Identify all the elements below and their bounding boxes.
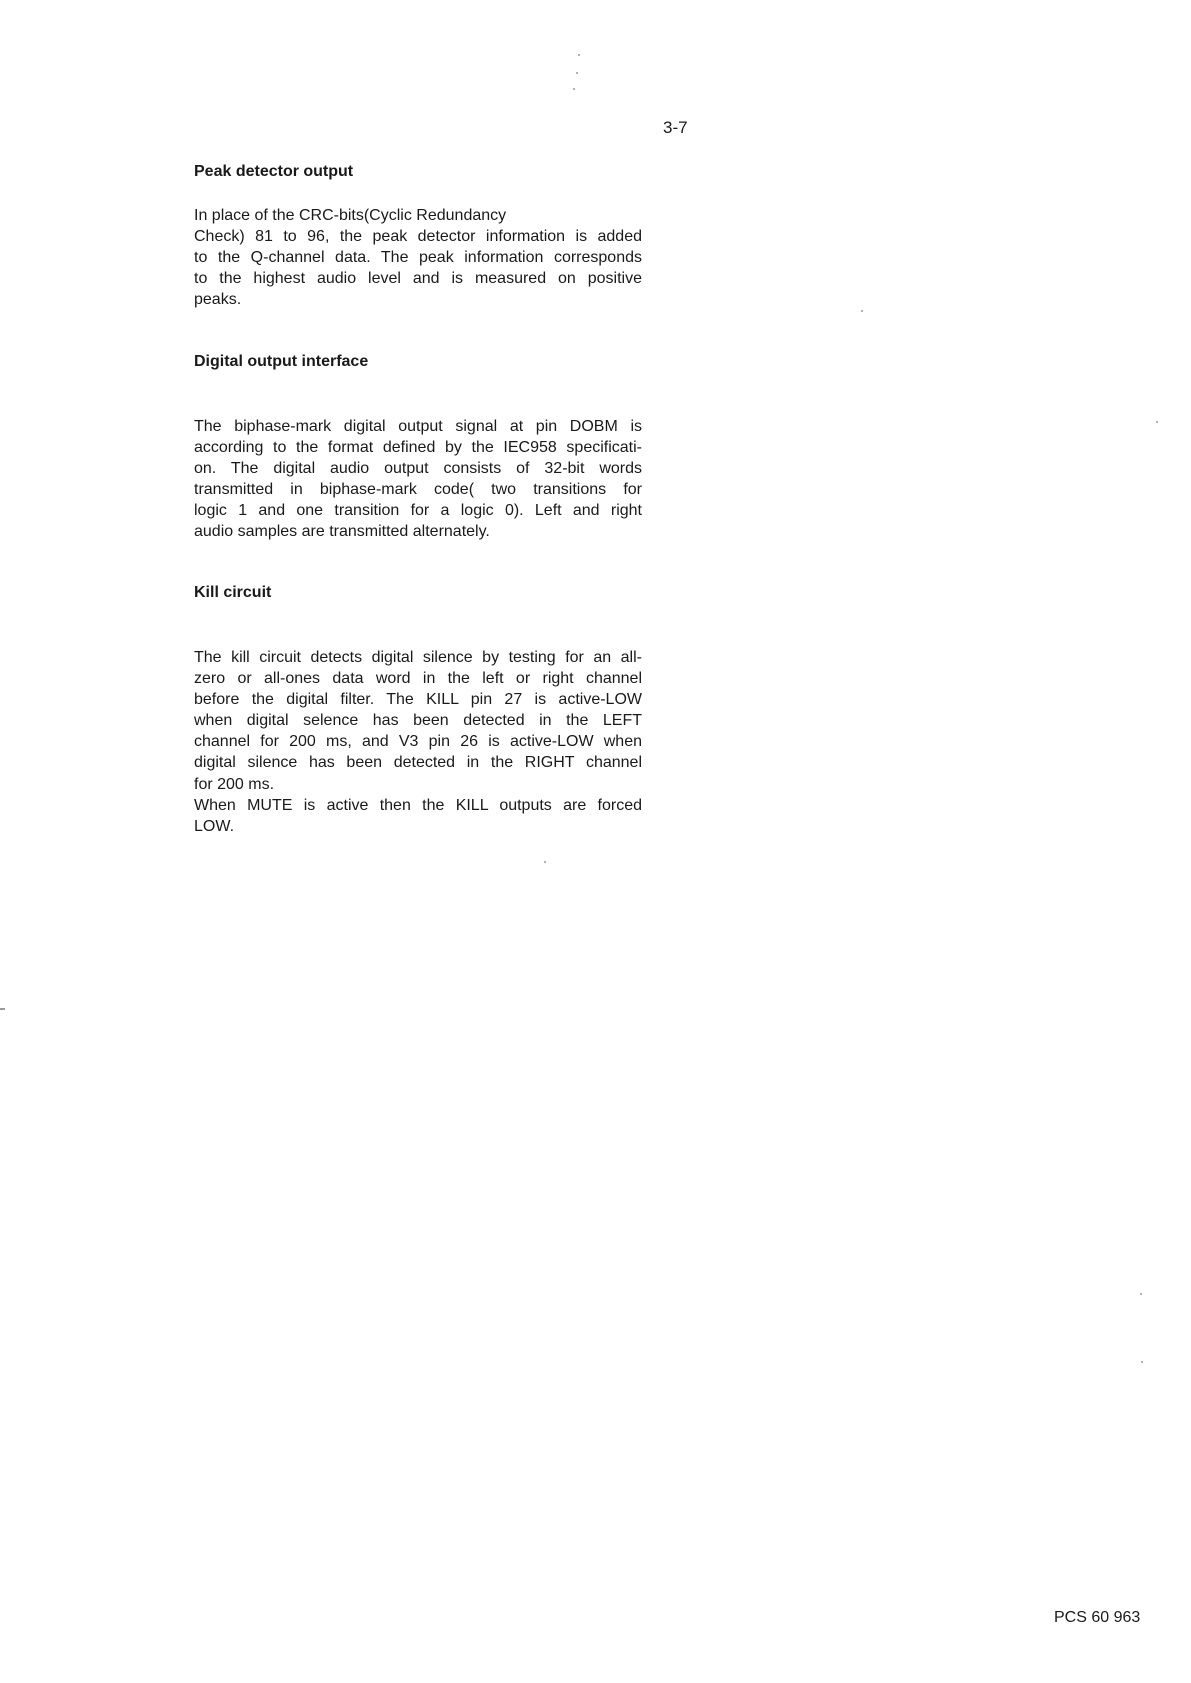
paragraph-line: zero or all-ones data word in the left or right channel <box>194 670 642 688</box>
paragraph-line: The kill circuit detects digital silence by testing for an all- <box>194 649 642 666</box>
scan-speck <box>576 72 578 74</box>
paragraph-line: to the highest audio level and is measured on positive <box>194 270 642 288</box>
paragraph-line: according to the format defined by the IEC958 specificati- <box>194 439 642 457</box>
paragraph-line: channel for 200 ms, and V3 pin 26 is active-LOW when <box>194 733 642 751</box>
section-heading-peak-detector: Peak detector output <box>194 163 354 180</box>
scan-speck <box>0 1008 5 1010</box>
paragraph-line: The biphase-mark digital output signal at pin DOBM is <box>194 418 642 435</box>
section-heading-kill-circuit: Kill circuit <box>194 584 272 601</box>
paragraph-line: When MUTE is active then the KILL outputs are forced <box>194 796 642 814</box>
paragraph-line: audio samples are transmitted alternately. <box>194 523 490 541</box>
scan-speck <box>1141 1361 1143 1363</box>
page-number: 3-7 <box>663 118 688 137</box>
scan-speck <box>1140 1293 1142 1295</box>
scan-speck <box>573 88 575 90</box>
scan-speck <box>1156 421 1158 423</box>
paragraph-line: peaks. <box>194 291 242 309</box>
paragraph-line: In place of the CRC-bits(Cyclic Redundancy <box>194 207 507 224</box>
paragraph-kill-circuit <box>194 647 642 837</box>
scan-speck <box>544 861 546 863</box>
paragraph-line: Check) 81 to 96, the peak detector information is added <box>194 228 642 246</box>
paragraph-line: logic 1 and one transition for a logic 0). Left and right <box>194 502 642 520</box>
paragraph-line: before the digital filter. The KILL pin 27 is active-LOW <box>194 691 642 709</box>
paragraph-line: when digital selence has been detected in the LEFT <box>194 712 642 730</box>
paragraph-line: on. The digital audio output consists of 32-bit words <box>194 460 642 478</box>
section-heading-digital-output: Digital output interface <box>194 353 369 370</box>
paragraph-line: digital silence has been detected in the RIGHT channel <box>194 754 642 772</box>
paragraph-line: to the Q-channel data. The peak information corresponds <box>194 249 642 267</box>
paragraph-digital-output <box>194 416 642 543</box>
paragraph-line: LOW. <box>194 817 235 835</box>
paragraph-peak-detector <box>194 205 642 310</box>
scan-speck <box>578 54 580 56</box>
scan-speck <box>861 310 863 312</box>
paragraph-line: transmitted in biphase-mark code( two transitions for <box>194 481 642 499</box>
document-id: PCS 60 963 <box>1054 1609 1141 1626</box>
paragraph-line: for 200 ms. <box>194 775 275 793</box>
